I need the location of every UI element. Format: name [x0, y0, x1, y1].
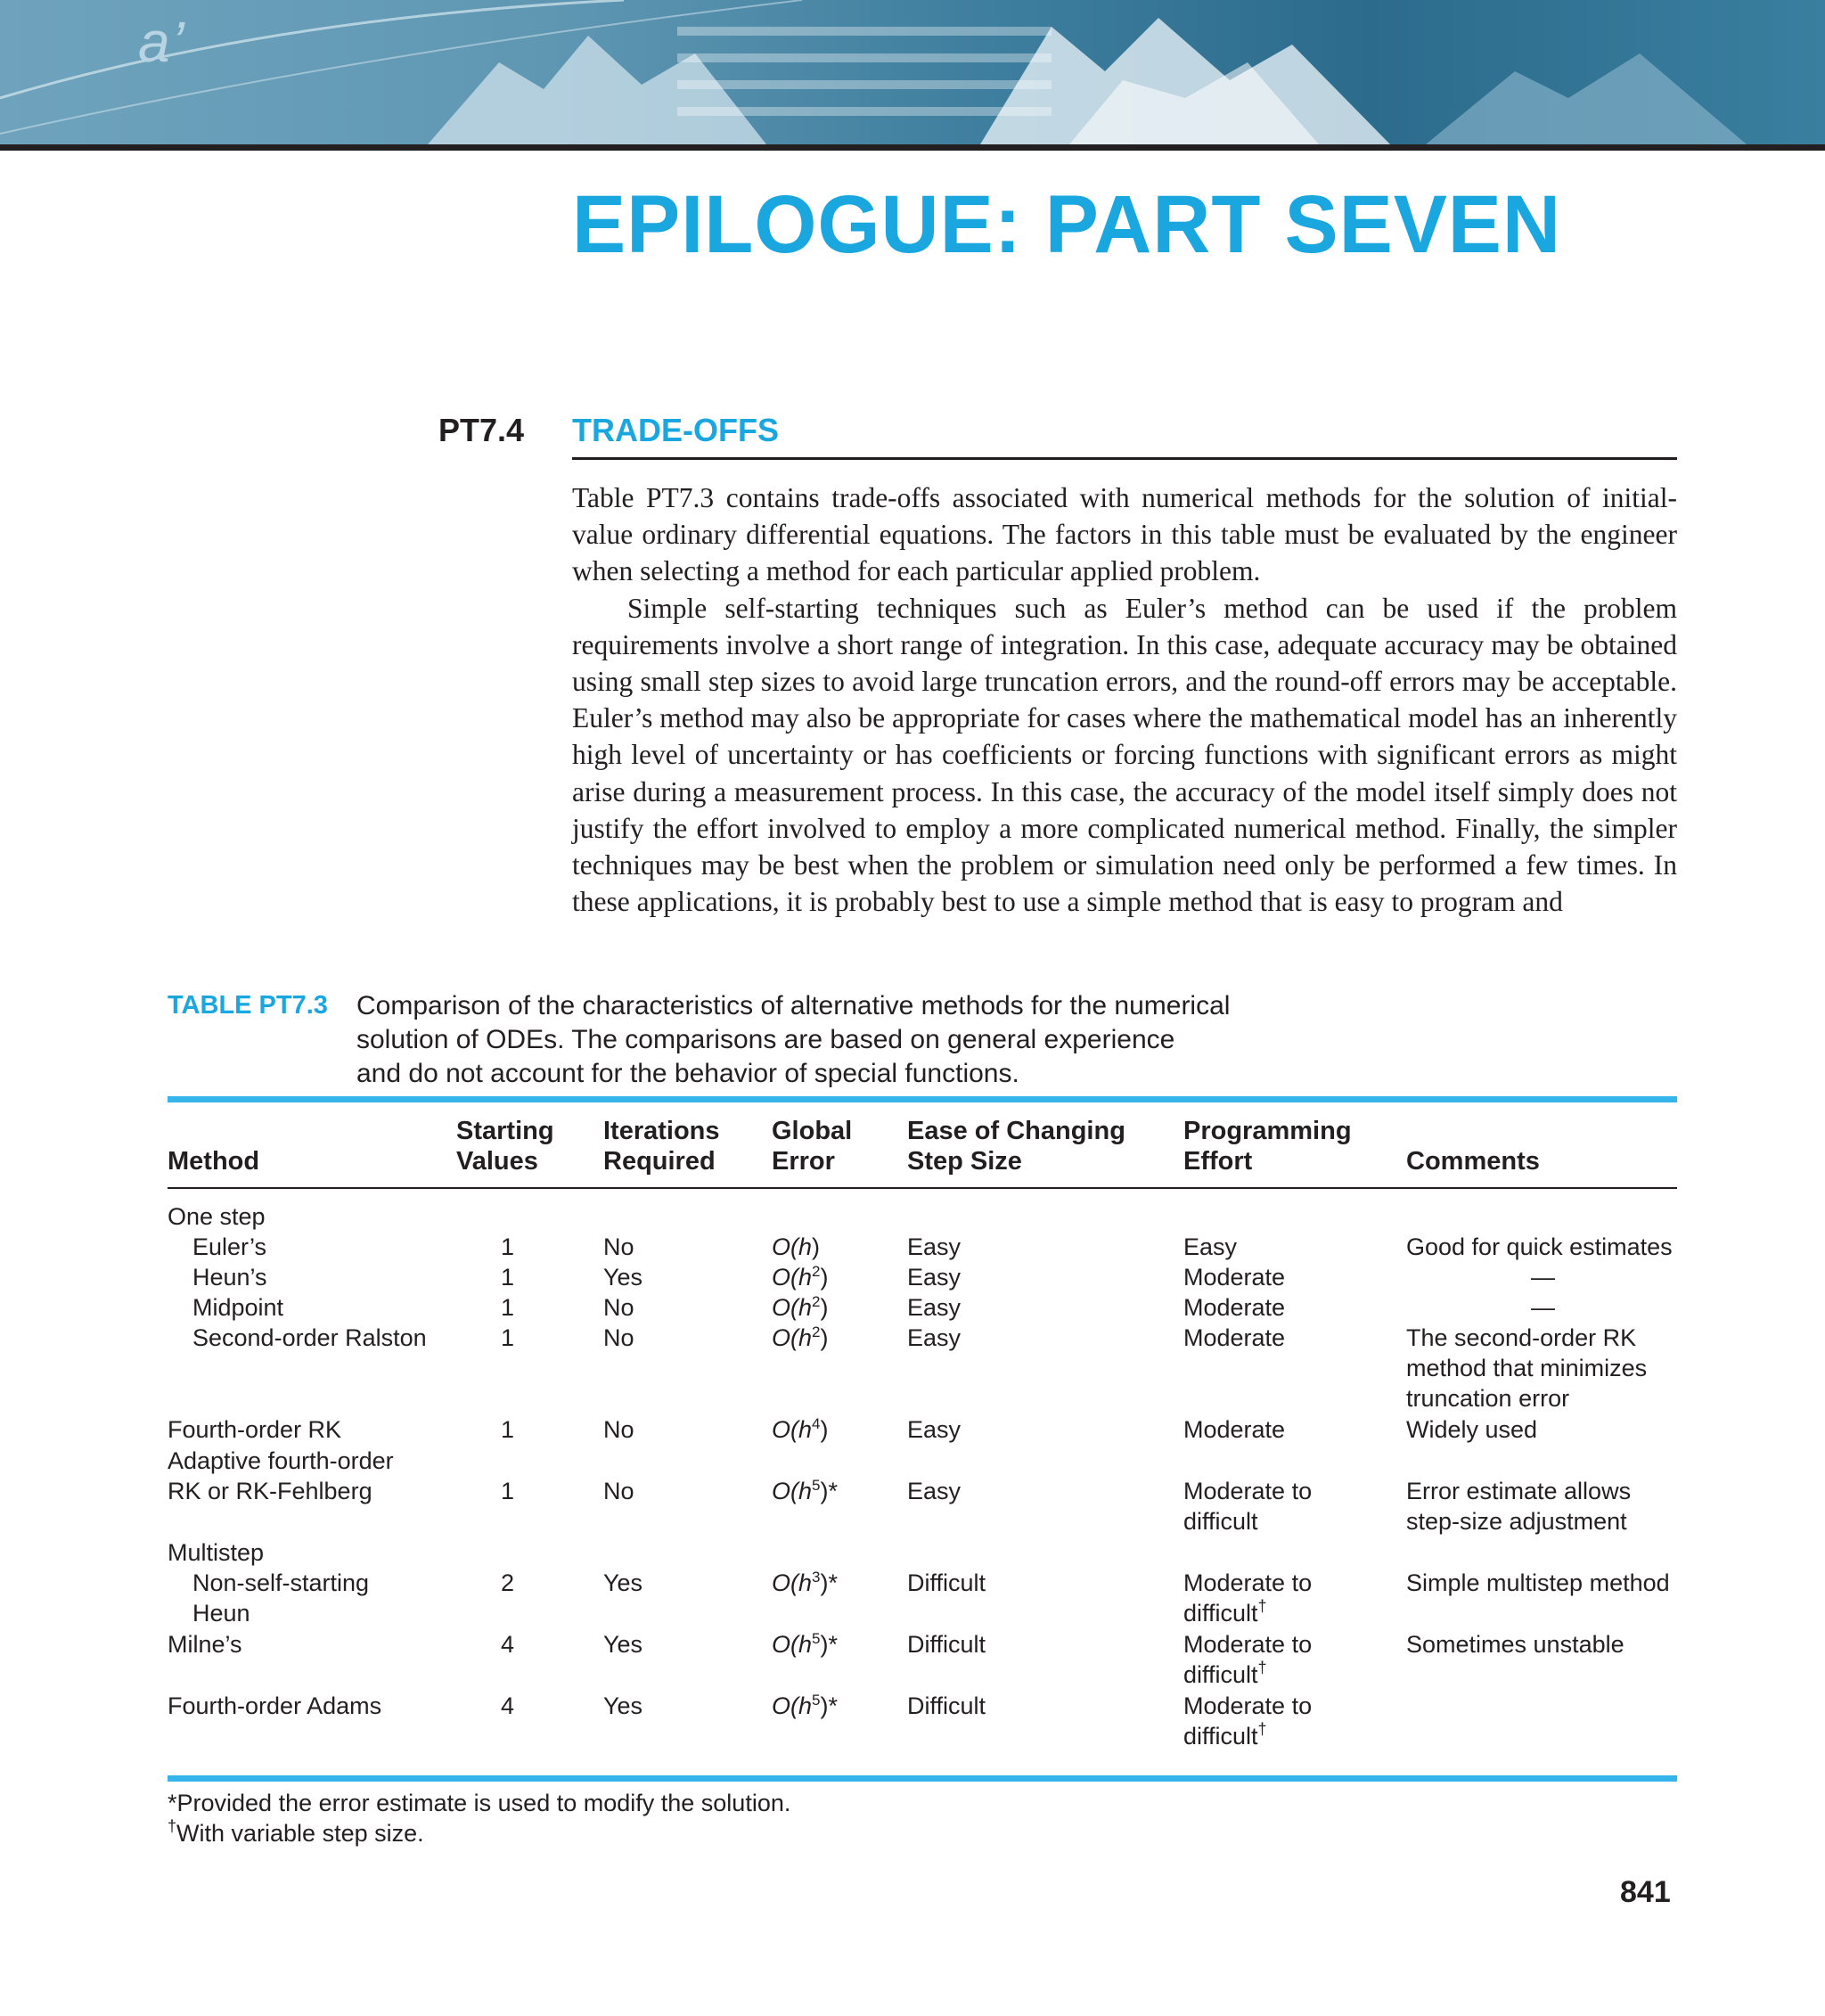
cell-ease: Easy — [907, 1416, 962, 1443]
cell-comments: — — [1531, 1294, 1555, 1321]
cell-effort — [1183, 1691, 1312, 1751]
comment-line: Error estimate allows — [1406, 1478, 1632, 1504]
header-line: Values — [456, 1147, 538, 1176]
cell-effort — [1183, 1476, 1312, 1537]
cell-iter: No — [603, 1294, 634, 1321]
cell-error: $O(h^4)$ — [772, 1415, 829, 1443]
cell-method — [192, 1568, 369, 1628]
banner-glyph: a’ — [138, 10, 186, 74]
cell-comments: — — [1531, 1264, 1555, 1291]
caption-line: solution of ODEs. The comparisons are based on general experience — [356, 1025, 1175, 1054]
dagger-mark: † — [1257, 1597, 1267, 1615]
cell-start: 4 — [501, 1631, 515, 1658]
cell-effort: Easy — [1183, 1233, 1238, 1260]
cell-error: $O(h^3)*$ — [772, 1569, 838, 1596]
cell-method: Midpoint — [192, 1294, 284, 1321]
cell-iter: Yes — [603, 1631, 643, 1658]
cell-comments — [1406, 1323, 1647, 1414]
cell-ease: Easy — [907, 1264, 962, 1291]
effort-line: difficult — [1183, 1661, 1258, 1688]
header-line: Ease of Changing — [907, 1117, 1125, 1145]
dagger-mark: † — [1257, 1659, 1267, 1676]
header-banner — [0, 0, 1825, 144]
cell-ease: Easy — [907, 1294, 962, 1321]
cell-start: 1 — [501, 1478, 515, 1504]
cell-start: 2 — [501, 1569, 515, 1596]
cell-start: 1 — [501, 1324, 515, 1351]
cell-ease: Difficult — [907, 1631, 986, 1658]
cell-comments: Widely used — [1406, 1416, 1538, 1443]
effort-line: difficult — [1183, 1508, 1258, 1535]
cell-start: 1 — [501, 1264, 515, 1291]
caption-line: and do not account for the behavior of special functions. — [356, 1059, 1019, 1088]
method-line: Heun — [192, 1600, 250, 1627]
page-title: EPILOGUE: PART SEVEN — [572, 179, 1562, 270]
header-line: Effort — [1183, 1147, 1253, 1176]
cell-effort: Moderate — [1183, 1416, 1286, 1443]
cell-method: Heun’s — [192, 1264, 267, 1291]
cell-error: $O(h^5)*$ — [772, 1692, 838, 1719]
effort-line: Moderate to — [1183, 1692, 1313, 1719]
cell-iter: Yes — [603, 1569, 643, 1596]
effort-line: difficult — [1183, 1723, 1258, 1750]
paragraph: Table PT7.3 contains trade-offs associated with numerical methods for the solution of initial-value ordinary differential equations. The factors in this table must be evaluated by the engineer when selecting a method for each particular applied problem. — [572, 482, 1677, 587]
footnote-text: With variable step size. — [176, 1820, 424, 1847]
cell-effort — [1183, 1629, 1312, 1690]
group-label: Multistep — [168, 1539, 265, 1566]
cell-start: 4 — [501, 1692, 515, 1719]
effort-line: Moderate to — [1183, 1478, 1313, 1504]
header-rule — [0, 144, 1825, 151]
cell-ease: Easy — [907, 1478, 962, 1504]
header-iterations — [603, 1116, 720, 1176]
cell-method: Fourth-order RK — [168, 1416, 342, 1443]
header-line: Iterations — [603, 1117, 720, 1145]
cell-method: Euler’s — [192, 1233, 267, 1260]
cell-iter: No — [603, 1478, 634, 1504]
cell-effort: Moderate — [1183, 1294, 1286, 1321]
cell-method: Milne’s — [168, 1631, 242, 1658]
header-programming — [1183, 1116, 1352, 1176]
header-line: Programming — [1183, 1117, 1352, 1145]
header-line: Global — [772, 1117, 853, 1145]
cell-ease: Easy — [907, 1324, 962, 1351]
cell-error: O(h) — [772, 1233, 821, 1260]
table-bottom-rule — [168, 1775, 1677, 1782]
cell-method: Second-order Ralston — [192, 1324, 427, 1351]
header-line: Step Size — [907, 1147, 1022, 1176]
cell-error: $O(h^2)$ — [772, 1293, 829, 1321]
cell-effort — [1183, 1568, 1312, 1628]
section-body — [572, 479, 1677, 920]
comment-line: step-size adjustment — [1406, 1508, 1627, 1535]
header-rule — [168, 1187, 1677, 1189]
section-number: PT7.4 — [438, 412, 525, 448]
cell-start: 1 — [501, 1233, 515, 1260]
cell-error: $O(h^2)$ — [772, 1263, 829, 1291]
cell-error: $O(h^2)$ — [772, 1324, 829, 1351]
dagger-mark: † — [1257, 1720, 1267, 1738]
cell-ease: Difficult — [907, 1569, 986, 1596]
cell-error: $O(h^5)*$ — [772, 1477, 838, 1504]
cell-comments — [1406, 1476, 1631, 1537]
cell-start: 1 — [501, 1294, 515, 1321]
table-label: TABLE PT7.3 — [168, 991, 328, 1020]
table-top-rule — [168, 1096, 1677, 1102]
effort-line: Moderate to — [1183, 1631, 1313, 1658]
cell-comments: Simple multistep method — [1406, 1569, 1670, 1596]
cell-iter: No — [603, 1324, 634, 1351]
header-line: Starting — [456, 1117, 554, 1145]
comment-line: The second-order RK — [1406, 1324, 1637, 1351]
page-number: 841 — [1620, 1875, 1671, 1909]
cell-effort: Moderate — [1183, 1264, 1286, 1291]
cell-comments: Sometimes unstable — [1406, 1631, 1624, 1658]
cell-error: $O(h^5)*$ — [772, 1630, 838, 1658]
group-label: Adaptive fourth-order — [168, 1447, 394, 1474]
mountain-artwork — [0, 0, 1825, 144]
header-starting-values — [456, 1116, 554, 1176]
cell-method: Fourth-order Adams — [168, 1692, 382, 1719]
comment-line: method that minimizes — [1406, 1355, 1648, 1381]
cell-ease: Difficult — [907, 1692, 986, 1719]
footnote-dagger — [168, 1818, 424, 1848]
header-line: Required — [603, 1147, 716, 1176]
group-label: One step — [168, 1203, 266, 1230]
effort-line: Moderate to — [1183, 1569, 1313, 1596]
cell-iter: No — [603, 1233, 634, 1260]
footnote-star: *Provided the error estimate is used to modify the solution. — [168, 1790, 791, 1816]
cell-iter: Yes — [603, 1264, 643, 1291]
header-global-error — [772, 1116, 852, 1176]
effort-line: difficult — [1183, 1600, 1258, 1627]
method-line: Non-self-starting — [192, 1569, 370, 1596]
section-rule — [572, 457, 1677, 460]
header-method: Method — [168, 1147, 260, 1176]
section-title: TRADE-OFFS — [572, 412, 779, 448]
header-comments: Comments — [1406, 1147, 1540, 1176]
cell-iter: No — [603, 1416, 634, 1443]
header-line: Error — [772, 1147, 835, 1176]
caption-line: Comparison of the characteristics of alternative methods for the numerical — [356, 991, 1231, 1020]
paragraph: Simple self-starting techniques such as Euler’s method can be used if the problem requirements involve a short range of integration. In this case, adequate accuracy may be obtained using small step sizes to avoid large truncation errors, and the round-off errors may be acceptable. Euler’s method may also be appropriate for cases where the mathematical model has an inherently high level of uncertainty or has coefficients or forcing functions with significant errors as might arise during a measurement process. In this case, the accuracy of the model itself simply does not justify the effort involved to employ a more complicated numerical method. Finally, the simpler techniques may be best when the problem or simulation need only be performed a few times. In these applications, it is probably best to use a simple method that is easy to program and — [572, 592, 1677, 918]
cell-start: 1 — [501, 1416, 515, 1443]
cell-effort: Moderate — [1183, 1324, 1286, 1351]
cell-iter: Yes — [603, 1692, 643, 1719]
cell-ease: Easy — [907, 1233, 962, 1260]
dagger-mark: † — [168, 1817, 177, 1835]
cell-comments: Good for quick estimates — [1406, 1233, 1673, 1260]
table-caption — [356, 989, 1301, 1091]
comment-line: truncation error — [1406, 1385, 1570, 1412]
cell-method: RK or RK-Fehlberg — [168, 1478, 372, 1504]
header-ease — [907, 1116, 1125, 1176]
